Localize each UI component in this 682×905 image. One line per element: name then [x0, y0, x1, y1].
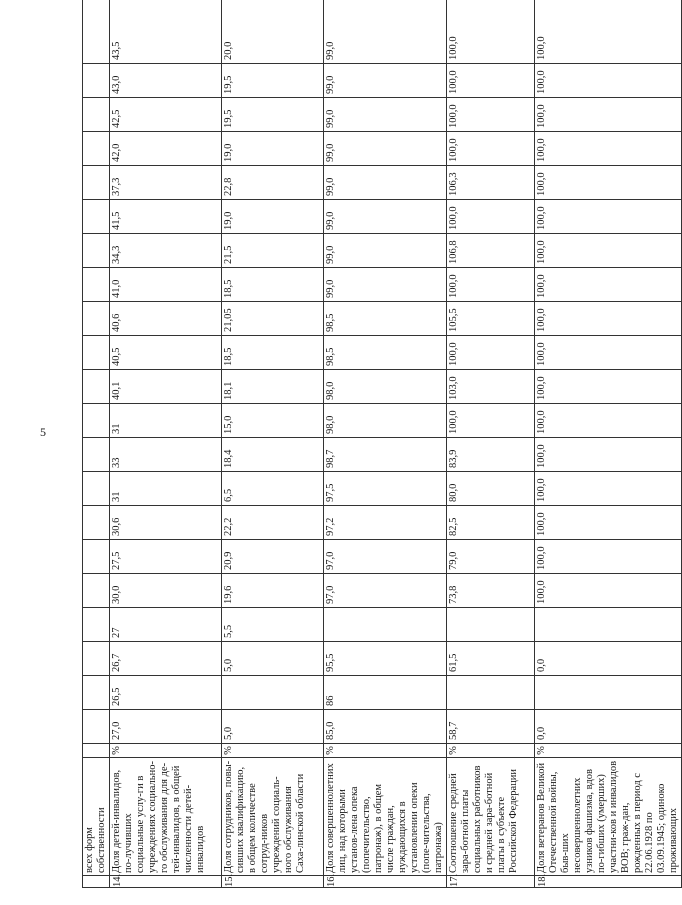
value-cell: 19,6 [222, 574, 324, 608]
value-cell [535, 676, 682, 710]
value-cell: 40,1 [110, 370, 222, 404]
value-cell: 98,5 [324, 302, 447, 336]
value-cell: 100,0 [447, 98, 535, 132]
value-cell: 40,5 [110, 336, 222, 370]
value-cell: 21,5 [222, 234, 324, 268]
value-cell: 98,0 [324, 370, 447, 404]
row-number: 15. [222, 876, 324, 888]
value-cell: 100,0 [447, 200, 535, 234]
value-cell: 105,5 [447, 302, 535, 336]
value-cell: 37,3 [110, 166, 222, 200]
value-cell: 99,0 [324, 166, 447, 200]
value-cell: 41,5 [110, 200, 222, 234]
value-cell: 19,0 [222, 132, 324, 166]
rotated-table-wrapper [82, 18, 679, 888]
indicators-table [82, 0, 682, 888]
row-number: 18. [535, 876, 682, 888]
value-cell: 106,3 [447, 166, 535, 200]
value-cell: 99,0 [324, 268, 447, 302]
page-number: 5 [40, 425, 46, 439]
value-cell: 6,5 [222, 472, 324, 506]
value-cell: 100,0 [535, 506, 682, 540]
value-cell: 97,0 [324, 574, 447, 608]
value-cell: 100,0 [447, 268, 535, 302]
value-cell: 15,0 [222, 404, 324, 438]
value-cell: 26,5 [110, 676, 222, 710]
value-cell: 100,0 [535, 64, 682, 98]
value-cell: 18,4 [222, 438, 324, 472]
value-cell: 20,9 [222, 540, 324, 574]
value-cell: 30,6 [110, 506, 222, 540]
value-cell: 31 [110, 472, 222, 506]
value-cell: 43,5 [110, 0, 222, 64]
value-cell: 20,0 [222, 0, 324, 64]
table-row [222, 0, 324, 888]
value-cell [447, 608, 535, 642]
value-cell: 99,0 [324, 98, 447, 132]
value-cell: 85,0 [324, 710, 447, 744]
unit-cell: % [447, 744, 535, 758]
value-cell: 100,0 [535, 0, 682, 64]
row-number: 14. [110, 876, 222, 888]
value-cell: 34,3 [110, 234, 222, 268]
header-text-cell: всех форм собственности [83, 758, 110, 876]
value-cell [222, 676, 324, 710]
value-cell: 73,8 [447, 574, 535, 608]
value-cell: 26,7 [110, 642, 222, 676]
value-cell: 98,0 [324, 404, 447, 438]
value-cell: 40,6 [110, 302, 222, 336]
value-cell: 58,7 [447, 710, 535, 744]
value-cell: 100,0 [535, 302, 682, 336]
value-cell: 27,0 [110, 710, 222, 744]
value-cell [447, 676, 535, 710]
value-cell: 18,5 [222, 268, 324, 302]
value-cell: 100,0 [535, 574, 682, 608]
indicator-name: Доля детей-инвалидов, по-лучивших социальные услу-ги в учреждениях социально-го обслуживания для де-тей-инвалидов, в общей численности детей-инвалидов [110, 758, 222, 876]
value-cell: 100,0 [535, 472, 682, 506]
value-cell: 82,5 [447, 506, 535, 540]
indicator-name: Доля сотрудников, повы-сивших квалификацию, в общем количестве сотруд-ников учреждений социаль-ного обслуживания Саха-линской области [222, 758, 324, 876]
value-cell: 100,0 [535, 166, 682, 200]
value-cell: 100,0 [447, 404, 535, 438]
value-cell: 80,0 [447, 472, 535, 506]
table-row [447, 0, 535, 888]
value-cell: 0,0 [535, 710, 682, 744]
value-cell: 100,0 [535, 234, 682, 268]
value-cell: 21,05 [222, 302, 324, 336]
value-cell: 42,5 [110, 98, 222, 132]
value-cell: 100,0 [447, 0, 535, 64]
value-cell: 98,7 [324, 438, 447, 472]
indicator-name: Соотношение средней зара-ботной платы социальных работников и средней зара-ботной платы в субъекте Российской Федерации [447, 758, 535, 876]
value-cell: 100,0 [535, 268, 682, 302]
value-cell: 5,0 [222, 642, 324, 676]
value-cell: 99,0 [324, 234, 447, 268]
value-cell: 27 [110, 608, 222, 642]
value-cell: 19,0 [222, 200, 324, 234]
value-cell: 100,0 [535, 540, 682, 574]
value-cell: 106,8 [447, 234, 535, 268]
table-row [110, 0, 222, 888]
value-cell: 19,5 [222, 64, 324, 98]
value-cell: 100,0 [535, 370, 682, 404]
value-cell [535, 608, 682, 642]
value-cell: 19,5 [222, 98, 324, 132]
value-cell: 100,0 [447, 64, 535, 98]
value-cell: 103,0 [447, 370, 535, 404]
value-cell: 97,5 [324, 472, 447, 506]
value-cell [324, 608, 447, 642]
value-cell: 99,0 [324, 200, 447, 234]
value-cell: 95,5 [324, 642, 447, 676]
value-cell: 100,0 [447, 132, 535, 166]
row-number: 16. [324, 876, 447, 888]
value-cell: 100,0 [535, 132, 682, 166]
table-row [324, 0, 447, 888]
value-cell: 61,5 [447, 642, 535, 676]
value-cell: 22,8 [222, 166, 324, 200]
row-number: 17. [447, 876, 535, 888]
unit-cell: % [324, 744, 447, 758]
value-cell: 41,0 [110, 268, 222, 302]
value-cell: 18,5 [222, 336, 324, 370]
value-cell: 99,0 [324, 64, 447, 98]
header-num-cell [83, 876, 110, 888]
value-cell: 31 [110, 404, 222, 438]
value-cell: 100,0 [535, 404, 682, 438]
unit-cell: % [222, 744, 324, 758]
value-cell: 98,5 [324, 336, 447, 370]
value-cell: 0,0 [535, 642, 682, 676]
table-header-row [83, 0, 110, 888]
value-cell: 100,0 [535, 200, 682, 234]
value-cell: 22,2 [222, 506, 324, 540]
value-cell: 27,5 [110, 540, 222, 574]
value-cell: 5,5 [222, 608, 324, 642]
table-row [535, 0, 682, 888]
value-cell: 100,0 [535, 438, 682, 472]
value-cell: 5,0 [222, 710, 324, 744]
unit-cell: % [110, 744, 222, 758]
value-cell: 79,0 [447, 540, 535, 574]
value-cell: 100,0 [535, 98, 682, 132]
value-cell: 42,0 [110, 132, 222, 166]
value-cell: 43,0 [110, 64, 222, 98]
value-cell: 99,0 [324, 132, 447, 166]
value-cell: 100,0 [535, 336, 682, 370]
value-cell: 83,9 [447, 438, 535, 472]
value-cell: 99,0 [324, 0, 447, 64]
value-cell: 33 [110, 438, 222, 472]
indicator-name: Доля ветеранов Великой Отечественной войны, быв-ших несовершеннолетних узников фашизма, вдов по-гибших (умерших) участни-ков и инвалидов ВОВ; граж-дан, рожденных в период с 22.06.1928 по 03.09.1945; одиноко проживающих [535, 758, 682, 876]
value-cell: 18,1 [222, 370, 324, 404]
value-cell: 97,0 [324, 540, 447, 574]
indicator-name: Доля совершеннолетних лиц, над которыми установ-лена опека (попечительство, патронаж), в общем числе граждан, нуждающихся в установлении опеки (попе-чительства, патронажа) [324, 758, 447, 876]
value-cell: 97,2 [324, 506, 447, 540]
value-cell: 86 [324, 676, 447, 710]
unit-cell: % [535, 744, 682, 758]
value-cell: 30,0 [110, 574, 222, 608]
value-cell: 100,0 [447, 336, 535, 370]
